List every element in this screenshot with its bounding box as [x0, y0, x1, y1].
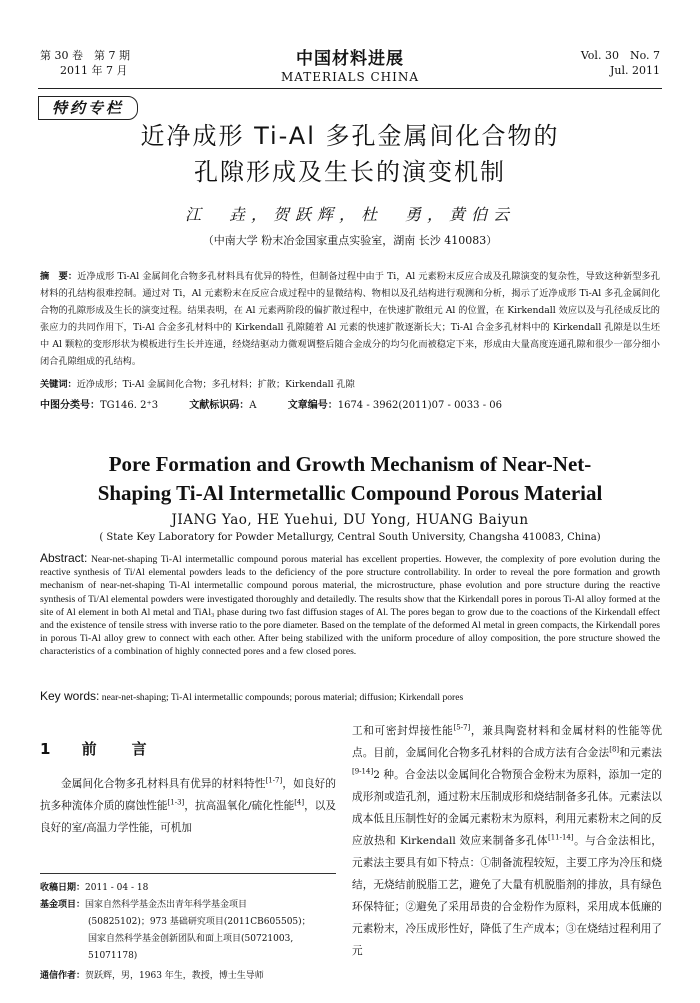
- intro-text-b: ，如良好的抗多种流体介质的腐蚀性能: [40, 778, 337, 812]
- footnote-fund: [40, 897, 336, 965]
- doc-code-value: A: [249, 400, 257, 411]
- right-text-a: 工和可密封焊接性能: [352, 725, 454, 737]
- keywords-en-label: Key words:: [40, 689, 100, 703]
- title-cn: [0, 118, 700, 190]
- journal-name-en: MATERIALS CHINA: [280, 70, 420, 84]
- affiliation-cn: （中南大学 粉末冶金国家重点实验室，湖南 长沙 410083）: [202, 234, 498, 247]
- abstract-en: [40, 552, 660, 659]
- article-number-label: 文章编号：: [287, 400, 338, 411]
- right-text-b: ，兼具陶瓷材料和金属材料的性能等优点。目前，金属间化合物多孔材料的合成方法有合金法: [352, 725, 662, 759]
- footnote-received: [40, 880, 336, 897]
- title-cn-line1: 近净成形 Ti-Al 多孔金属间化合物的: [140, 122, 560, 150]
- right-column: [352, 720, 662, 962]
- header-volume-en: Vol. 30 No. 7: [580, 49, 660, 62]
- keywords-cn-label: 关键词：: [40, 379, 77, 390]
- header-date-en: Jul. 2011: [610, 64, 660, 77]
- keywords-cn: [40, 376, 660, 390]
- classification-line: [40, 396, 660, 411]
- corresponding-author: 贺跃辉，男，1963 年生，教授，博士生导师: [85, 971, 264, 981]
- title-en: [30, 450, 670, 508]
- abstract-cn: [40, 268, 660, 370]
- citation: [1-3]: [167, 798, 185, 807]
- corresponding-author-label: 通信作者：: [40, 971, 86, 981]
- abstract-en-text: Near-net-shaping Ti-Al intermetallic compound porous material has excellent properties. However, the complexity of pore evolution during the reactive synthesis of Ti/Al elemental powders leads to the deficiency of the pore structure controllability. In order to reveal the pore formation and growth mechanism of near-net-shaping Ti-Al intermetallic compound porous material, the microstructure, phase evolution and pore structure during the reactive synthesis of Ti/Al elemental powders were investigated thoroughly and detailedly. The results show that the Kirkendall pores in porous Ti-Al alloy formed at the site of Al element in both Al metal and TiAl₃ phase during two fast diffusion stages of Al. The pores began to grow due to the coactions of the Kirkendall effect and the existence of tensile stress with inverse ratio to the pore diameter. Based on the template of the deformed Al metal in green compacts, the Kirkendall pores in porous Ti-Al alloy grew to connect with each other. After being stabilized with the uniform procedure of alloy composition, the pore structure showed the characteristics of a combination of highly connected pores and a few closed pores.: [40, 554, 660, 658]
- fund-line-2: (50825102)；973 基础研究项目(2011CB605505)；: [88, 917, 311, 927]
- journal-header: [40, 44, 660, 84]
- keywords-en: [40, 689, 660, 703]
- special-column-badge: 特约专栏: [38, 96, 138, 120]
- title-en-line1: Pore Formation and Growth Mechanism of Near-Net-: [108, 452, 592, 476]
- keywords-en-text: near-net-shaping; Ti-Al intermetallic compounds; porous material; diffusion; Kirkendall pores: [101, 692, 464, 703]
- section-1-heading: [40, 738, 336, 759]
- intro-text-c: ，抗高温氧化/硫化性能: [184, 800, 295, 812]
- abstract-cn-text: 近净成形 Ti-Al 金属间化合物多孔材料具有优异的特性，但制备过程中由于 Ti，Al 元素粉末反应合成及孔隙演变的复杂性，导致这种新型多孔材料的孔结构很难控制。通过对 Ti，Al 元素粉末在反应合成过程中的显微结构、物相以及孔结构进行观测和分析，揭示了近净成形 Ti-Al 多孔金属间化合物的孔隙形成及生长的演变过程。结果表明，在 Al 元素两阶段的偏扩散过程中，在快速扩散组元 Al 的位置，在 Kirkendall 效应以及与孔径成反比的张应力的共同作用下，Ti-Al 合金多孔材料中的 Kirkendall 孔隙随着 Al 元素的快速扩散逐渐长大；Ti-Al 合金多孔材料中的 Kirkendall 孔隙是以生坯中 Al 颗粒的变形形状为模板进行生长并连通，经烧结驱动力微观调整后随合金成分的均匀化而被稳定下来，形成由大量高度连通孔隙和很少一部分细小闭合孔隙组成的孔结构。: [40, 271, 660, 367]
- header-volume: 第 30 卷 第 7 期: [40, 49, 130, 62]
- intro-text-a: 金属间化合物多孔材料具有优异的材料特性: [61, 778, 266, 790]
- abstract-cn-label: 摘 要：: [40, 271, 78, 282]
- right-text-d: 2 种。合金法以金属间化合物预合金粉末为原料，添加一定的成形剂或造孔剂，通过粉末压制成形和烧结制备多孔体。元素法以成本低且压制性好的金属元素粉末为原料，利用元素粉末之间的反应放热和 Kirkendall 效应来制备多孔体: [352, 769, 662, 847]
- citation: [1-7]: [265, 776, 283, 785]
- citation: [9-14]: [352, 767, 374, 776]
- footnote-author: [40, 968, 336, 985]
- header-center: [40, 44, 660, 84]
- right-text-c: 和元素法: [619, 747, 663, 759]
- abstract-en-label: Abstract:: [40, 551, 88, 565]
- header-rule: [38, 88, 662, 89]
- fund-label: 基金项目：: [40, 900, 86, 910]
- keywords-cn-text: 近净成形；Ti-Al 金属间化合物；多孔材料；扩散；Kirkendall 孔隙: [76, 379, 355, 390]
- journal-name-cn: 中国材料进展: [296, 49, 404, 69]
- section-1-number: 1: [40, 740, 61, 758]
- affiliation-en: ( State Key Laboratory for Powder Metallurgy, Central South University, Changsha 410083, China): [99, 532, 601, 543]
- title-cn-line2: 孔隙形成及生长的演变机制: [194, 158, 506, 186]
- citation: [8]: [609, 745, 620, 754]
- title-en-line2: Shaping Ti-Al Intermetallic Compound Porous Material: [97, 481, 603, 505]
- header-right: [581, 48, 660, 78]
- intro-text-d: ，以及良好的室/高温力学性能，可机加: [40, 800, 337, 834]
- left-column: [40, 730, 336, 839]
- doc-code-label: 文献标识码：: [189, 400, 250, 411]
- citation: [11-14]: [547, 833, 574, 842]
- clc-label: 中图分类号：: [40, 400, 100, 411]
- intro-paragraph-left: [40, 773, 336, 839]
- authors-en: JIANG Yao, HE Yuehui, DU Yong, HUANG Baiyun: [171, 512, 529, 528]
- section-1-title: 前 言: [81, 740, 157, 758]
- citation: [5-7]: [453, 723, 471, 732]
- clc-value: TG146. 2⁺3: [100, 400, 159, 411]
- fund-line-4: 51071178): [88, 951, 138, 961]
- fund-line-3: 国家自然科学基金创新团队和面上项目(50721003,: [88, 934, 294, 944]
- article-number-value: 1674 - 3962(2011)07 - 0033 - 06: [337, 400, 502, 411]
- fund-line-1: 国家自然科学基金杰出青年科学基金项目: [85, 900, 248, 910]
- footnote-rule: [40, 873, 336, 874]
- authors-cn: 江 垚，贺跃辉，杜 勇，黄伯云: [184, 205, 515, 224]
- received-date: 2011 - 04 - 18: [85, 883, 149, 893]
- right-text-e: 。与合金法相比，元素法主要具有如下特点：①制备流程较短，主要工序为冷压和烧结，无烧结前脱脂工艺，避免了大量有机脱脂剂的排放，具有绿色环保特征；②避免了采用昂贵的合金粉作为原料，采用成本低廉的元素粉末，冷压成形性好，降低了生产成本；③在烧结过程利用了元: [352, 835, 662, 957]
- received-label: 收稿日期：: [40, 883, 86, 893]
- header-date: 2011 年 7 月: [60, 64, 128, 77]
- citation: [4]: [294, 798, 305, 807]
